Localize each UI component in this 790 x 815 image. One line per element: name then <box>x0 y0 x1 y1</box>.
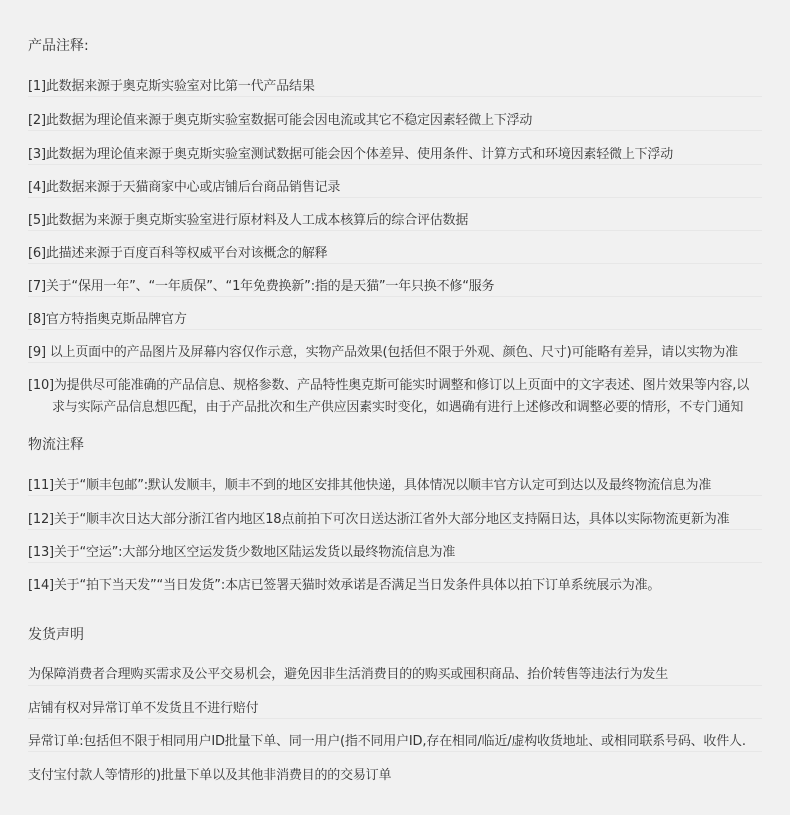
divider <box>28 562 762 563</box>
divider <box>28 329 762 330</box>
divider <box>28 263 762 264</box>
logistics-note-11: [11]关于“顺丰包邮”:默认发顺丰，顺丰不到的地区安排其他快递，具体情况以顺丰官方认定可到达以及最终物流信息为准 <box>28 478 712 493</box>
shipping-statement-line-3: 异常订单:包括但不限于相同用户ID批量下单、同一用户(指不同用户ID,存在相同/临近/虚构收货地址、或相同联系号码、收件人. <box>28 734 746 749</box>
product-notes-title: 产品注释: <box>28 38 89 54</box>
shipping-statement-title: 发货声明 <box>28 627 84 643</box>
divider <box>28 164 762 165</box>
product-note-7: [7]关于“保用一年”、“一年质保”、“1年免费换新”:指的是天猫”一年只换不修“服务 <box>28 279 495 294</box>
divider <box>28 362 762 363</box>
divider <box>28 685 762 686</box>
product-note-10-line-2: 求与实际产品信息想匹配，由于产品批次和生产供应因素实时变化，如遇确有进行上述修改和调整必要的情形，不专门通知 <box>52 400 744 415</box>
logistics-note-12: [12]关于“顺丰次日达大部分浙江省内地区18点前拍下可次日送达浙江省外大部分地区支持隔日达，具体以实际物流更新为准 <box>28 512 730 527</box>
product-note-2: [2]此数据为理论值来源于奥克斯实验室数据可能会因电流或其它不稳定因素轻微上下浮动 <box>28 113 533 128</box>
logistics-notes-title: 物流注释 <box>28 437 84 453</box>
product-note-6: [6]此描述来源于百度百科等权威平台对该概念的解释 <box>28 246 328 261</box>
divider <box>28 130 762 131</box>
product-note-4: [4]此数据来源于天猫商家中心或店铺后台商品销售记录 <box>28 180 341 195</box>
product-note-5: [5]此数据为来源于奥克斯实验室进行原材料及人工成本核算后的综合评估数据 <box>28 213 469 228</box>
product-note-3: [3]此数据为理论值来源于奥克斯实验室测试数据可能会因个体差异、使用条件、计算方式和环境因素轻微上下浮动 <box>28 147 674 162</box>
product-note-9: [9] 以上页面中的产品图片及屏幕内容仅作示意，实物产品效果(包括但不限于外观、颜色、尺寸)可能略有差异，请以实物为准 <box>28 345 738 360</box>
product-note-8: [8]官方特指奥克斯品牌官方 <box>28 312 187 327</box>
divider <box>28 96 762 97</box>
divider <box>28 529 762 530</box>
logistics-note-13: [13]关于“空运”:大部分地区空运发货少数地区陆运发货以最终物流信息为准 <box>28 545 456 560</box>
divider <box>28 718 762 719</box>
product-note-10-line-1: [10]为提供尽可能准确的产品信息、规格参数、产品特性奥克斯可能实时调整和修订以上页面中的文字表述、图片效果等内容,以 <box>28 378 750 393</box>
divider <box>28 230 762 231</box>
divider <box>28 296 762 297</box>
divider <box>28 197 762 198</box>
shipping-statement-line-4: 支付宝付款人等情形的)批量下单以及其他非消费目的的交易订单 <box>28 768 392 783</box>
product-note-1: [1]此数据来源于奥克斯实验室对比第一代产品结果 <box>28 79 315 94</box>
divider <box>28 751 762 752</box>
divider <box>28 495 762 496</box>
shipping-statement-line-2: 店铺有权对异常订单不发货且不进行赔付 <box>28 701 259 716</box>
logistics-note-14: [14]关于“拍下当天发”“当日发货”:本店已签署天猫时效承诺是否满足当日发条件具体以拍下订单系统展示为准。 <box>28 578 661 593</box>
shipping-statement-line-1: 为保障消费者合理购买需求及公平交易机会，避免因非生活消费目的的购买或囤积商品、抬价转售等违法行为发生 <box>28 667 669 682</box>
